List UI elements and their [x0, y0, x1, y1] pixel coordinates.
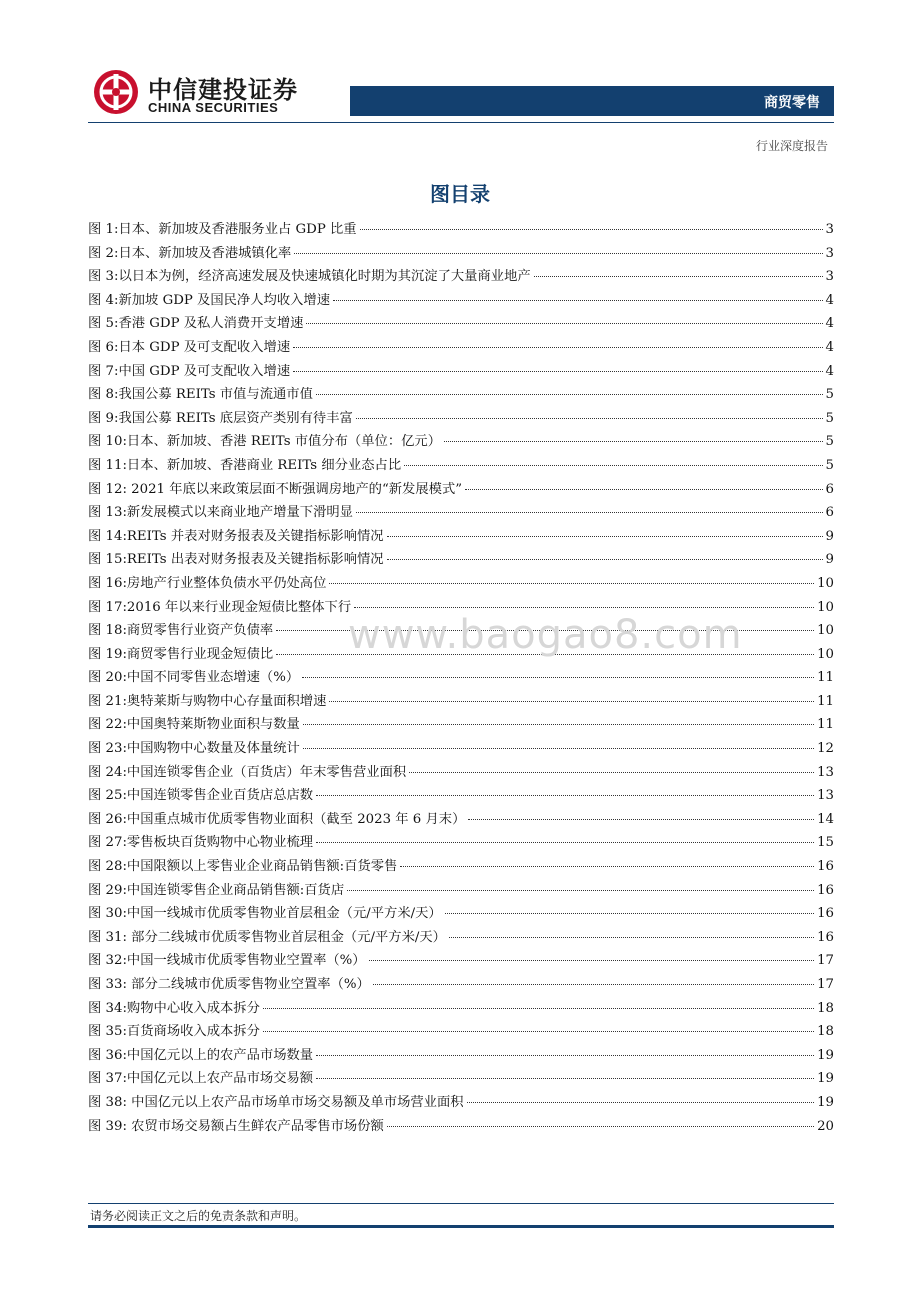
toc-entry-label[interactable]: 图 18:商贸零售行业资产负债率 [88, 623, 274, 639]
toc-entry[interactable] [88, 784, 834, 808]
toc-leader-dots [404, 465, 822, 466]
toc-leader-dots [356, 418, 823, 419]
toc-entry-label[interactable]: 图 30:中国一线城市优质零售物业首层租金（元/平方米/天） [88, 906, 442, 922]
toc-entry-page[interactable]: 18 [817, 1000, 834, 1016]
toc-entry-label[interactable]: 图 36:中国亿元以上的农产品市场数量 [88, 1047, 314, 1063]
toc-leader-dots [263, 1031, 814, 1032]
toc-entry-label[interactable]: 图 7:中国 GDP 及可支配收入增速 [88, 363, 291, 379]
header-divider [88, 122, 834, 123]
toc-entry-page[interactable]: 3 [825, 269, 834, 285]
toc-entry-label[interactable]: 图 22:中国奥特莱斯物业面积与数量 [88, 717, 300, 733]
toc-entry[interactable] [88, 643, 834, 667]
toc-entry[interactable] [88, 666, 834, 690]
toc-leader-dots [306, 323, 822, 324]
toc-entry-page[interactable]: 17 [817, 953, 834, 969]
china-securities-logo-icon [92, 68, 140, 116]
toc-entry[interactable] [88, 1115, 834, 1139]
toc-leader-dots [276, 654, 814, 655]
toc-entry[interactable] [88, 548, 834, 572]
toc-entry-page[interactable]: 6 [825, 481, 834, 497]
toc-entry-label[interactable]: 图 9:我国公募 REITs 底层资产类别有待丰富 [88, 410, 353, 426]
toc-entry-label[interactable]: 图 24:中国连锁零售企业（百货店）年末零售营业面积 [88, 764, 407, 780]
toc-entry[interactable] [88, 596, 834, 620]
toc-entry-label[interactable]: 图 20:中国不同零售业态增速（%） [88, 670, 300, 686]
toc-entry[interactable] [88, 831, 834, 855]
toc-entry-label[interactable]: 图 35:百货商场收入成本拆分 [88, 1024, 260, 1040]
toc-leader-dots [360, 229, 823, 230]
toc-entry-page[interactable]: 3 [825, 222, 834, 237]
industry-label: 商贸零售 [764, 95, 820, 111]
toc-entry-page[interactable]: 18 [817, 1024, 834, 1040]
toc-leader-dots [302, 677, 814, 678]
toc-entry-page[interactable]: 5 [825, 387, 834, 403]
toc-entry-page[interactable]: 19 [817, 1047, 834, 1063]
toc-entry-page[interactable]: 4 [825, 363, 834, 379]
toc-entry-label[interactable]: 图 15:REITs 出表对财务报表及关键指标影响情况 [88, 552, 384, 568]
toc-leader-dots [316, 394, 823, 395]
toc-entry-page[interactable]: 19 [817, 1071, 834, 1087]
toc-entry-page[interactable]: 13 [817, 788, 834, 804]
toc-entry-page[interactable]: 6 [825, 505, 834, 521]
toc-entry-label[interactable]: 图 37:中国亿元以上农产品市场交易额 [88, 1071, 314, 1087]
toc-entry[interactable] [88, 454, 834, 478]
toc-entry-page[interactable]: 20 [817, 1118, 834, 1134]
toc-entry-page[interactable]: 11 [817, 670, 834, 686]
toc-entry-page[interactable]: 10 [817, 575, 834, 591]
toc-entry-page[interactable]: 10 [817, 623, 834, 639]
toc-entry[interactable] [88, 713, 834, 737]
toc-leader-dots [467, 1102, 815, 1103]
toc-entry-label[interactable]: 图 10:日本、新加坡、香港 REITs 市值分布（单位：亿元） [88, 434, 442, 450]
toc-entry-label[interactable]: 图 16:房地产行业整体负债水平仍处高位 [88, 575, 327, 591]
toc-entry[interactable] [88, 997, 834, 1021]
toc-leader-dots [354, 607, 814, 608]
toc-entry-label[interactable]: 图 39: 农贸市场交易额占生鲜农产品零售市场份额 [88, 1118, 384, 1134]
toc-leader-dots [387, 559, 823, 560]
toc-entry-label[interactable]: 图 3:以日本为例，经济高速发展及快速城镇化时期为其沉淀了大量商业地产 [88, 269, 531, 285]
toc-leader-dots [465, 489, 822, 490]
toc-leader-dots [356, 512, 823, 513]
toc-entry-label[interactable]: 图 1:日本、新加坡及香港服务业占 GDP 比重 [88, 222, 357, 237]
toc-entry-label[interactable]: 图 33: 部分二线城市优质零售物业空置率（%） [88, 977, 370, 992]
toc-leader-dots [444, 441, 823, 442]
toc-leader-dots [400, 866, 814, 867]
footer-bar [88, 1225, 834, 1228]
watermark: www.baogao8.com [348, 612, 743, 658]
toc-leader-dots [373, 984, 814, 985]
toc-entry-label[interactable]: 图 26:中国重点城市优质零售物业面积（截至 2023 年 6 月末） [88, 811, 466, 827]
toc-leader-dots [303, 748, 814, 749]
toc-entry[interactable] [88, 1091, 834, 1115]
toc-entry-label[interactable]: 图 38: 中国亿元以上农产品市场单市场交易额及单市场营业面积 [88, 1094, 464, 1110]
toc-entry-label[interactable]: 图 14:REITs 并表对财务报表及关键指标影响情况 [88, 528, 384, 544]
toc-leader-dots [347, 890, 814, 891]
toc-leader-dots [316, 1078, 814, 1079]
footer-divider [88, 1203, 834, 1204]
toc-leader-dots [316, 1055, 814, 1056]
toc-entry-page[interactable]: 4 [825, 292, 834, 308]
toc-entry-page[interactable]: 5 [825, 434, 834, 450]
toc-entry[interactable] [88, 289, 834, 313]
toc-entry[interactable] [88, 336, 834, 360]
toc-entry[interactable] [88, 879, 834, 903]
report-type: 行业深度报告 [755, 139, 828, 153]
toc-leader-dots [293, 347, 822, 348]
toc-entry-page[interactable]: 19 [817, 1094, 834, 1110]
toc-entry-label[interactable]: 图 17:2016 年以来行业现金短债比整体下行 [88, 599, 352, 615]
toc-entry[interactable] [88, 407, 834, 431]
toc-leader-dots [387, 536, 823, 537]
toc-entry[interactable] [88, 218, 834, 242]
toc-entry[interactable] [88, 949, 834, 973]
toc-entry[interactable] [88, 360, 834, 384]
toc-entry-label[interactable]: 图 23:中国购物中心数量及体量统计 [88, 741, 300, 757]
toc-entry-label[interactable]: 图 6:日本 GDP 及可支配收入增速 [88, 339, 291, 355]
brand-name-cn: 中信建投证券 [148, 76, 298, 104]
toc-entry-page[interactable]: 9 [825, 528, 834, 544]
toc-entry[interactable] [88, 265, 834, 289]
toc-entry-page[interactable]: 4 [825, 339, 834, 355]
toc-leader-dots [293, 371, 822, 372]
toc-leader-dots [276, 630, 814, 631]
toc-entry[interactable] [88, 973, 834, 997]
toc-leader-dots [534, 276, 823, 277]
figure-toc-list [88, 218, 834, 1138]
toc-leader-dots [449, 937, 814, 938]
toc-leader-dots [387, 1126, 814, 1127]
toc-entry[interactable] [88, 1067, 834, 1091]
toc-leader-dots [468, 819, 814, 820]
toc-leader-dots [294, 253, 822, 254]
toc-leader-dots [316, 842, 814, 843]
toc-entry-page[interactable]: 16 [817, 859, 834, 875]
toc-entry-page[interactable]: 5 [825, 410, 834, 426]
toc-entry[interactable] [88, 737, 834, 761]
toc-entry[interactable] [88, 855, 834, 879]
toc-entry[interactable] [88, 902, 834, 926]
toc-entry[interactable] [88, 525, 834, 549]
toc-leader-dots [445, 913, 814, 914]
toc-entry[interactable] [88, 926, 834, 950]
toc-leader-dots [369, 960, 814, 961]
toc-entry[interactable] [88, 383, 834, 407]
toc-leader-dots [303, 724, 814, 725]
toc-entry-label[interactable]: 图 19:商贸零售行业现金短债比 [88, 646, 274, 662]
toc-leader-dots [316, 795, 814, 796]
toc-leader-dots [333, 300, 823, 301]
header-bar [350, 86, 834, 116]
toc-entry[interactable] [88, 501, 834, 525]
toc-entry[interactable] [88, 1020, 834, 1044]
toc-entry-label[interactable]: 图 25:中国连锁零售企业百货店总店数 [88, 788, 314, 804]
toc-entry-page[interactable]: 16 [817, 882, 834, 898]
toc-entry-label[interactable]: 图 11:日本、新加坡、香港商业 REITs 细分业态占比 [88, 457, 402, 473]
toc-entry-label[interactable]: 图 12: 2021 年底以来政策层面不断强调房地产的“新发展模式” [88, 481, 463, 497]
toc-entry-page[interactable]: 5 [825, 457, 834, 473]
toc-entry[interactable] [88, 761, 834, 785]
toc-entry-label[interactable]: 图 2:日本、新加坡及香港城镇化率 [88, 245, 292, 261]
toc-entry-label[interactable]: 图 21:奥特莱斯与购物中心存量面积增速 [88, 693, 327, 709]
toc-entry-page[interactable]: 4 [825, 316, 834, 332]
toc-entry-label[interactable]: 图 8:我国公募 REITs 市值与流通市值 [88, 387, 313, 403]
toc-leader-dots [409, 772, 814, 773]
toc-entry[interactable] [88, 312, 834, 336]
brand-name-en: CHINA SECURITIES [148, 100, 279, 115]
toc-leader-dots [263, 1008, 814, 1009]
footer-disclaimer: 请务必阅读正文之后的免责条款和声明。 [90, 1209, 307, 1223]
toc-entry-label[interactable]: 图 28:中国限额以上零售业企业商品销售额:百货零售 [88, 859, 398, 875]
toc-entry-label[interactable]: 图 13:新发展模式以来商业地产增量下滑明显 [88, 505, 353, 521]
toc-entry[interactable] [88, 619, 834, 643]
toc-title: 图目录 [430, 182, 490, 206]
toc-entry-page[interactable]: 9 [825, 552, 834, 568]
toc-entry-page[interactable]: 17 [817, 977, 834, 992]
toc-entry-page[interactable]: 14 [817, 811, 834, 827]
toc-entry[interactable] [88, 478, 834, 502]
toc-entry-page[interactable]: 3 [825, 245, 834, 261]
toc-leader-dots [329, 701, 814, 702]
toc-entry-page[interactable]: 16 [817, 906, 834, 922]
toc-entry-page[interactable]: 11 [817, 693, 834, 709]
toc-entry-page[interactable]: 12 [817, 741, 834, 757]
toc-entry-page[interactable]: 13 [817, 764, 834, 780]
toc-entry[interactable] [88, 1044, 834, 1068]
toc-entry[interactable] [88, 808, 834, 832]
toc-entry[interactable] [88, 430, 834, 454]
toc-leader-dots [329, 583, 814, 584]
toc-entry-label[interactable]: 图 29:中国连锁零售企业商品销售额:百货店 [88, 882, 345, 898]
toc-entry-label[interactable]: 图 34:购物中心收入成本拆分 [88, 1000, 260, 1016]
toc-entry-label[interactable]: 图 27:零售板块百货购物中心物业梳理 [88, 835, 314, 851]
toc-entry-page[interactable]: 16 [817, 929, 834, 945]
toc-entry-page[interactable]: 10 [817, 646, 834, 662]
toc-entry-label[interactable]: 图 32:中国一线城市优质零售物业空置率（%） [88, 953, 366, 969]
toc-entry-label[interactable]: 图 4:新加坡 GDP 及国民净人均收入增速 [88, 292, 331, 308]
toc-entry-page[interactable]: 10 [817, 599, 834, 615]
toc-entry-label[interactable]: 图 5:香港 GDP 及私人消费开支增速 [88, 316, 304, 332]
toc-entry[interactable] [88, 690, 834, 714]
toc-entry[interactable] [88, 242, 834, 266]
toc-entry-label[interactable]: 图 31: 部分二线城市优质零售物业首层租金（元/平方米/天） [88, 929, 446, 945]
toc-entry-page[interactable]: 15 [817, 835, 834, 851]
toc-entry-page[interactable]: 11 [817, 717, 834, 733]
toc-entry[interactable] [88, 572, 834, 596]
